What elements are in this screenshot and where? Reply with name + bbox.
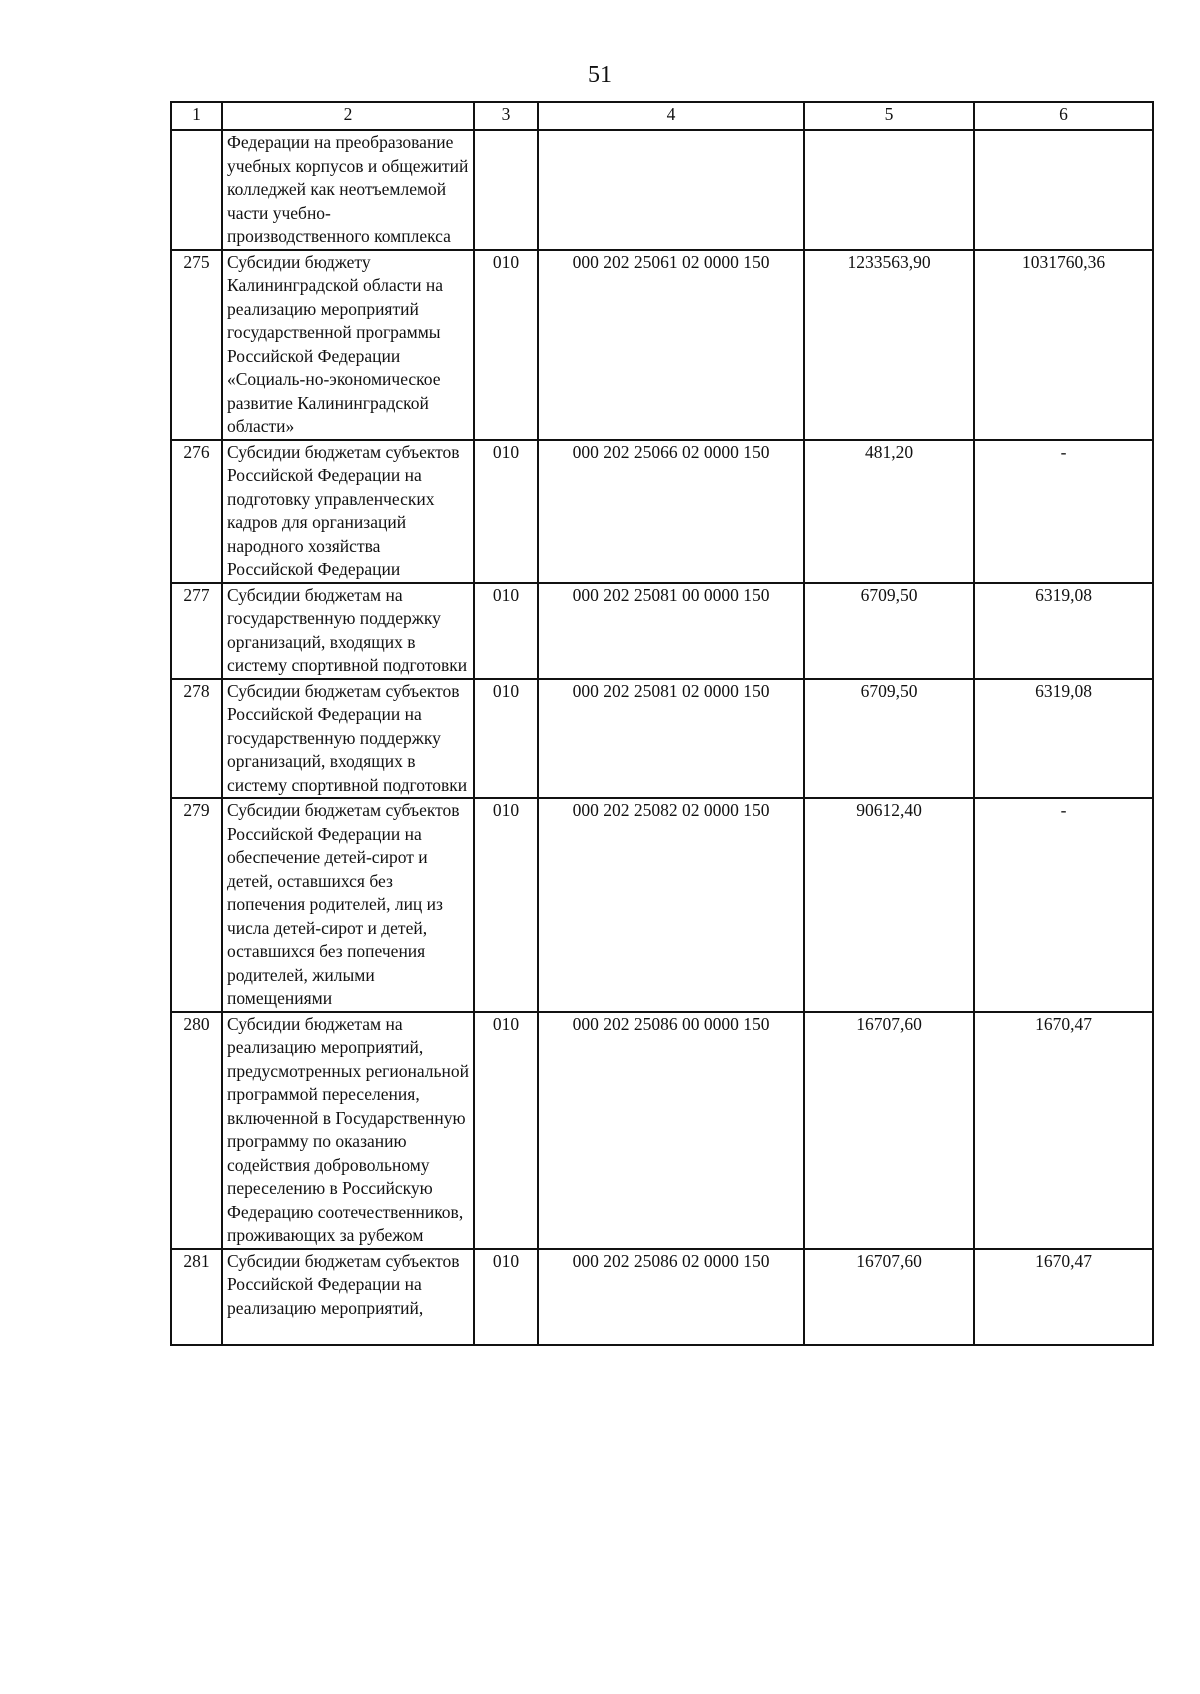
row-budget-code: 000 202 25081 02 0000 150: [538, 679, 804, 799]
row-name: Субсидии бюджетам субъектов Российской Федерации на государственную поддержку организаций, входящих в систему спортивной подготовки: [222, 679, 474, 799]
row-plan-value: 481,20: [804, 440, 974, 583]
column-header: 4: [538, 102, 804, 130]
row-budget-code: 000 202 25086 02 0000 150: [538, 1249, 804, 1345]
row-number: 275: [171, 250, 222, 440]
row-number: 280: [171, 1012, 222, 1249]
table-row: [171, 250, 1153, 440]
column-header: 6: [974, 102, 1153, 130]
row-admin-code: 010: [474, 1249, 538, 1345]
row-plan-value: 90612,40: [804, 798, 974, 1012]
row-name: Субсидии бюджетам субъектов Российской Федерации на подготовку управленческих кадров для организаций народного хозяйства Российской Федерации: [222, 440, 474, 583]
row-plan-value: 16707,60: [804, 1249, 974, 1345]
row-actual-value: -: [974, 798, 1153, 1012]
row-number: [171, 130, 222, 250]
row-budget-code: 000 202 25086 00 0000 150: [538, 1012, 804, 1249]
row-admin-code: 010: [474, 583, 538, 679]
table-row: [171, 1012, 1153, 1249]
row-actual-value: 1670,47: [974, 1012, 1153, 1249]
row-admin-code: 010: [474, 798, 538, 1012]
column-header: 3: [474, 102, 538, 130]
row-plan-value: 1233563,90: [804, 250, 974, 440]
row-plan-value: 16707,60: [804, 1012, 974, 1249]
row-number: 279: [171, 798, 222, 1012]
row-number: 278: [171, 679, 222, 799]
row-name: Федерации на преобразование учебных корпусов и общежитий колледжей как неотъемлемой части учебно-производственного комплекса: [222, 130, 474, 250]
table-row: [171, 440, 1153, 583]
row-actual-value: [974, 130, 1153, 250]
row-actual-value: 6319,08: [974, 679, 1153, 799]
row-actual-value: 1670,47: [974, 1249, 1153, 1345]
row-budget-code: 000 202 25061 02 0000 150: [538, 250, 804, 440]
row-budget-code: 000 202 25081 00 0000 150: [538, 583, 804, 679]
row-name: Субсидии бюджетам на реализацию мероприятий, предусмотренных региональной программой переселения, включенной в Государственную программу по оказанию содействия добровольному переселению в Российскую Федерацию соотечественников, проживающих за рубежом: [222, 1012, 474, 1249]
row-admin-code: 010: [474, 250, 538, 440]
row-number: 276: [171, 440, 222, 583]
row-actual-value: 1031760,36: [974, 250, 1153, 440]
row-budget-code: 000 202 25082 02 0000 150: [538, 798, 804, 1012]
row-admin-code: 010: [474, 1012, 538, 1249]
row-name: Субсидии бюджету Калининградской области на реализацию мероприятий государственной программы Российской Федерации «Социаль-но-экономическое развитие Калининградской области»: [222, 250, 474, 440]
row-actual-value: -: [974, 440, 1153, 583]
table-row: [171, 583, 1153, 679]
budget-table: [170, 101, 1154, 1346]
row-name: Субсидии бюджетам субъектов Российской Федерации на реализацию мероприятий,: [222, 1249, 474, 1345]
page-number: 51: [588, 62, 612, 88]
table-row: [171, 798, 1153, 1012]
column-header: 2: [222, 102, 474, 130]
row-number: 281: [171, 1249, 222, 1345]
table-row: [171, 130, 1153, 250]
row-admin-code: 010: [474, 440, 538, 583]
row-actual-value: 6319,08: [974, 583, 1153, 679]
row-plan-value: [804, 130, 974, 250]
row-name: Субсидии бюджетам субъектов Российской Федерации на обеспечение детей-сирот и детей, оставшихся без попечения родителей, лиц из числа детей-сирот и детей, оставшихся без попечения родителей, жилыми помещениями: [222, 798, 474, 1012]
column-header: 5: [804, 102, 974, 130]
row-budget-code: 000 202 25066 02 0000 150: [538, 440, 804, 583]
row-plan-value: 6709,50: [804, 583, 974, 679]
table-header: [171, 102, 1153, 130]
table-row: [171, 679, 1153, 799]
row-admin-code: 010: [474, 679, 538, 799]
row-budget-code: [538, 130, 804, 250]
table-row: [171, 1249, 1153, 1345]
column-header: 1: [171, 102, 222, 130]
row-name: Субсидии бюджетам на государственную поддержку организаций, входящих в систему спортивной подготовки: [222, 583, 474, 679]
row-admin-code: [474, 130, 538, 250]
row-number: 277: [171, 583, 222, 679]
row-plan-value: 6709,50: [804, 679, 974, 799]
